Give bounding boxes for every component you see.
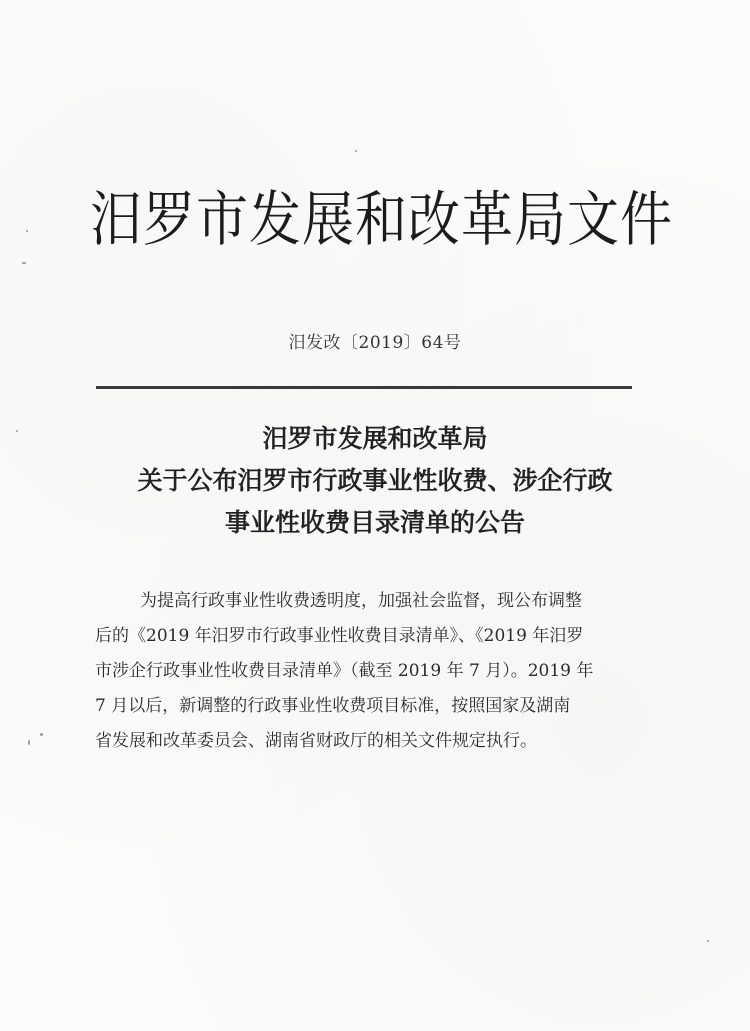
scan-speck xyxy=(28,740,30,745)
body-paragraph-line: 后的《2019 年汨罗市行政事业性收费目录清单》、《2019 年汨罗 xyxy=(95,626,584,646)
scan-speck xyxy=(707,940,709,942)
document-header-title: 汨罗市发展和改革局文件 xyxy=(90,185,674,255)
header-divider xyxy=(96,386,632,389)
scan-speck xyxy=(40,733,43,736)
notice-title xyxy=(90,418,660,544)
scan-speck xyxy=(22,262,26,264)
body-paragraph-line: 7 月以后，新调整的行政事业性收费项目标准，按照国家及湖南 xyxy=(95,696,571,716)
scan-speck xyxy=(26,230,28,232)
scan-speck xyxy=(16,430,18,432)
scan-speck xyxy=(355,150,357,152)
document-number: 汨发改〔2019〕64号 xyxy=(288,333,462,353)
notice-title-line: 关于公布汨罗市行政事业性收费、涉企行政 xyxy=(137,466,613,495)
notice-title-line: 汨罗市发展和改革局 xyxy=(262,424,488,453)
body-paragraph-line: 市涉企行政事业性收费目录清单》（截至 2019 年 7 月）。2019 年 xyxy=(95,661,594,681)
body-paragraph-line: 省发展和改革委员会、湖南省财政厅的相关文件规定执行。 xyxy=(95,731,537,751)
notice-body xyxy=(95,584,665,759)
notice-title-line: 事业性收费目录清单的公告 xyxy=(224,508,525,537)
body-paragraph-line: 为提高行政事业性收费透明度，加强社会监督，现公布调整 xyxy=(140,591,582,611)
